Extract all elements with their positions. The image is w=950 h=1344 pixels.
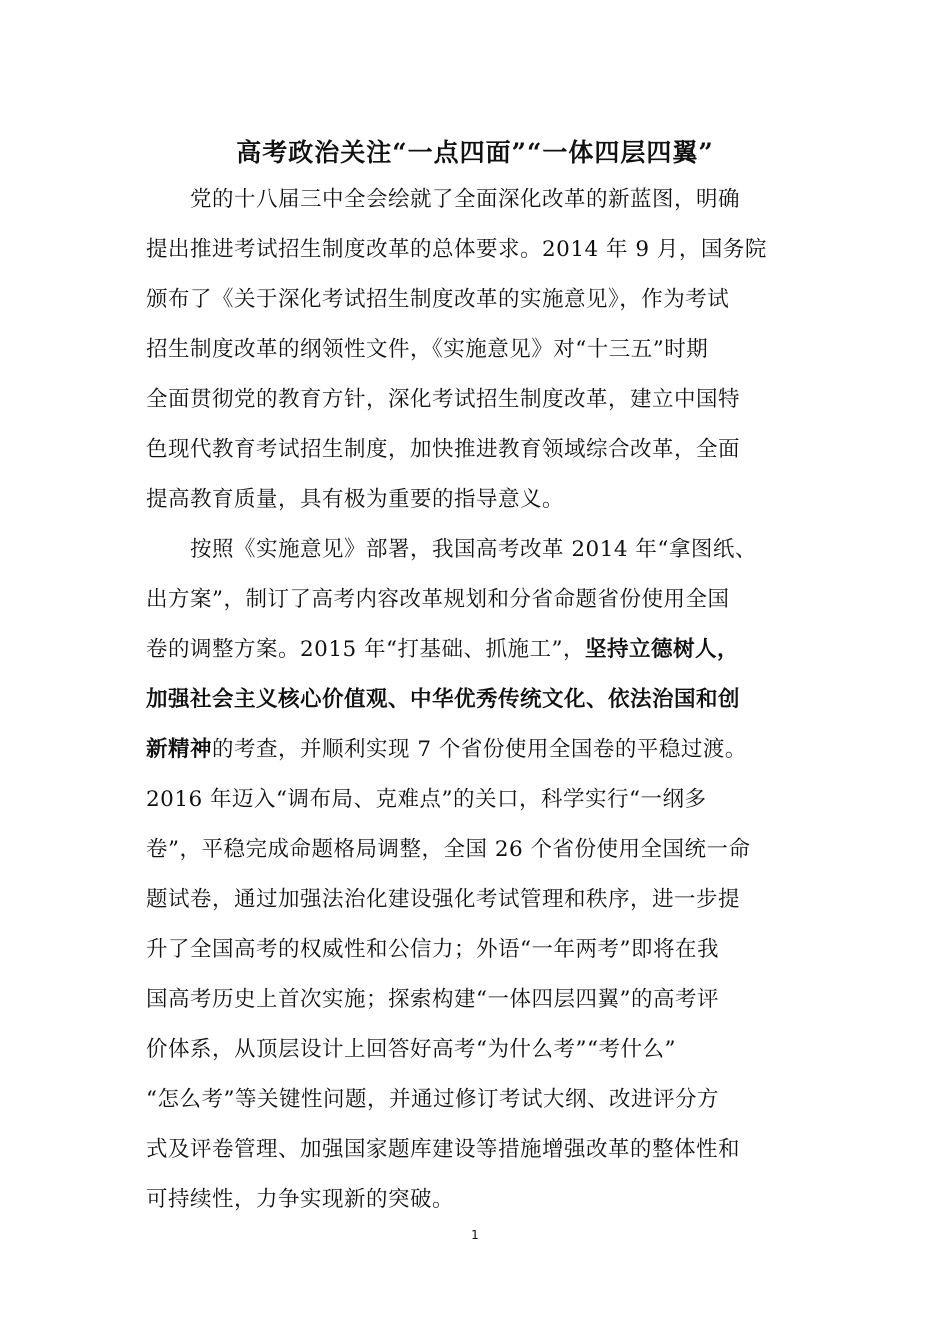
paragraph-2-line-1: 按照《实施意见》部署，我国高考改革 2014 年“拿图纸、: [146, 537, 757, 562]
paragraph-1-line-6: 色现代教育考试招生制度，加快推进教育领域综合改革，全面: [146, 437, 741, 462]
paragraph-2-line-4-bold: 加强社会主义核心价值观、中华优秀传统文化、依法治国和创: [146, 687, 741, 712]
paragraph-1-line-3: 颁布了《关于深化考试招生制度改革的实施意见》，作为考试: [146, 287, 730, 312]
paragraph-1-line-1: 党的十八届三中全会绘就了全面深化改革的新蓝图，明确: [146, 187, 741, 212]
document-title: 高考政治关注“一点四面”“一体四层四翼”: [236, 138, 714, 167]
paragraph-2-line-7: 卷”，平稳完成命题格局调整，全国 26 个省份使用全国统一命: [146, 837, 751, 862]
paragraph-2-line-5: [146, 730, 747, 770]
paragraph-1-line-7: 提高教育质量，具有极为重要的指导意义。: [146, 487, 565, 512]
paragraph-1-line-4: 招生制度改革的纲领性文件，《实施意见》对“十三五”时期: [146, 337, 709, 362]
paragraph-2-line-14: 可持续性，力争实现新的突破。: [146, 1187, 455, 1212]
paragraph-2-line-11: 价体系，从顶层设计上回答好高考“为什么考”“考什么”: [146, 1037, 676, 1062]
paragraph-2-line-12: “怎么考”等关键性问题，并通过修订考试大纲、改进评分方: [146, 1087, 719, 1112]
paragraph-2-line-9: 升了全国高考的权威性和公信力；外语“一年两考”即将在我: [146, 937, 719, 962]
paragraph-2-line-13: 式及评卷管理、加强国家题库建设等措施增强改革的整体性和: [146, 1137, 741, 1162]
page-number: 1: [471, 1228, 479, 1242]
paragraph-2-line-3-normal: 卷的调整方案。2015 年“打基础、抓施工”，: [146, 637, 586, 662]
paragraph-2-line-3: [146, 630, 739, 670]
paragraph-2-line-5-normal: 的考查，并顺利实现 7 个省份使用全国卷的平稳过渡。: [212, 737, 747, 762]
paragraph-2-line-10: 国高考历史上首次实施；探索构建“一体四层四翼”的高考评: [146, 987, 719, 1012]
paragraph-1-line-2: 提出推进考试招生制度改革的总体要求。2014 年 9 月，国务院: [146, 237, 767, 262]
paragraph-2-line-3-bold: 坚持立德树人，: [585, 637, 740, 662]
paragraph-2-line-5-bold: 新精神: [146, 737, 213, 762]
paragraph-1-line-5: 全面贯彻党的教育方针，深化考试招生制度改革，建立中国特: [146, 387, 741, 412]
paragraph-2-line-8: 题试卷，通过加强法治化建设强化考试管理和秩序，进一步提: [146, 887, 741, 912]
paragraph-2-line-2: 出方案”，制订了高考内容改革规划和分省命题省份使用全国: [146, 587, 730, 612]
paragraph-2-line-6: 2016 年迈入“调布局、克难点”的关口，科学实行“一纲多: [146, 787, 707, 812]
